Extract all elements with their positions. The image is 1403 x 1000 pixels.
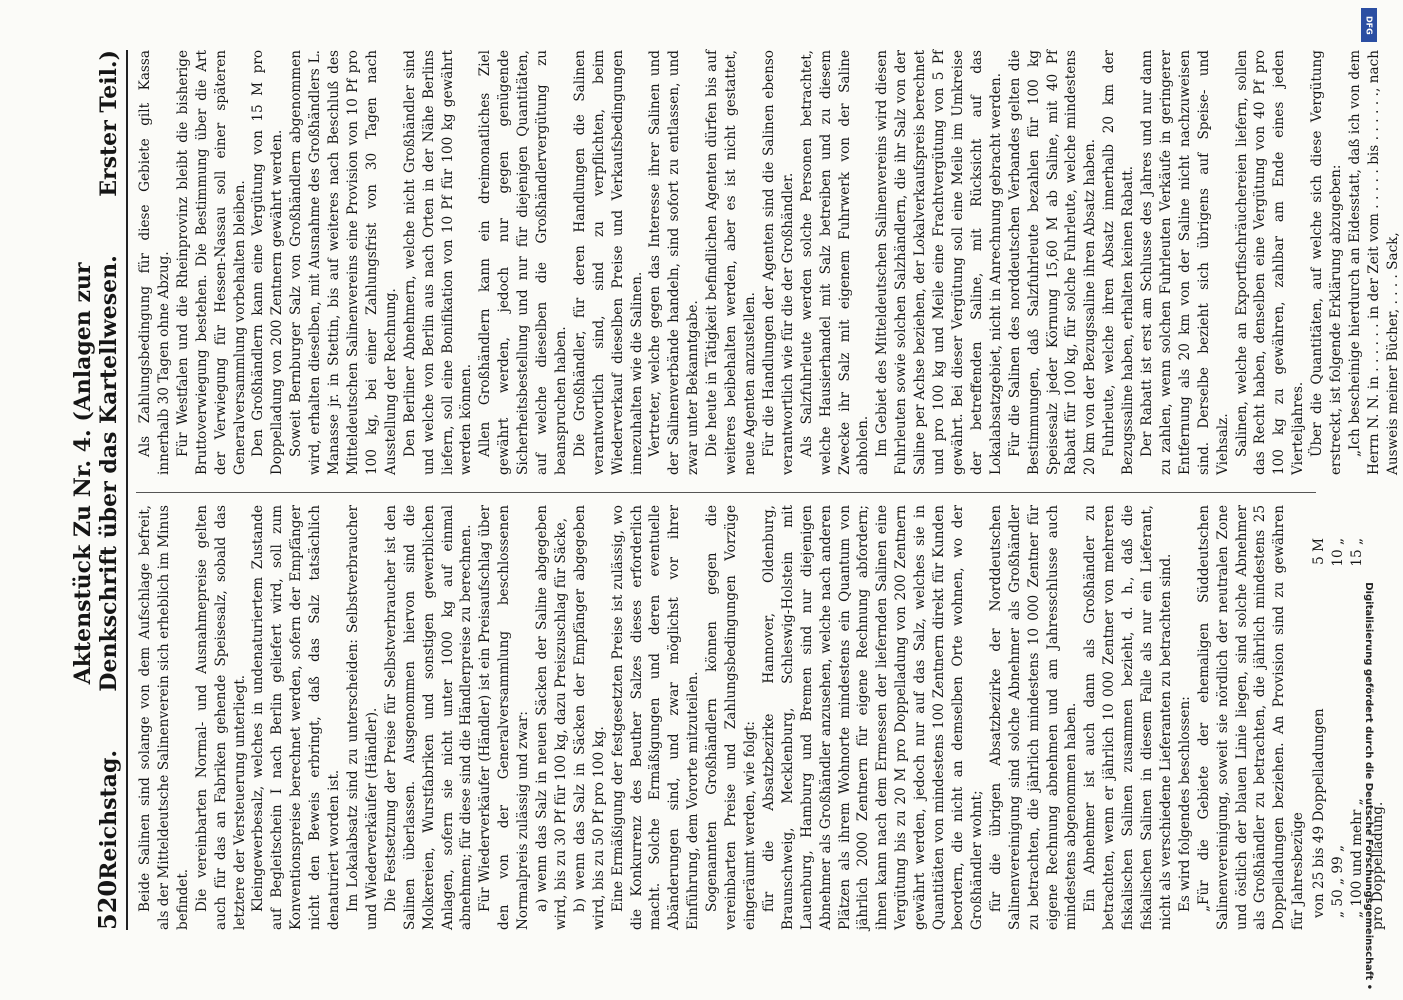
paragraph: Für Westfalen und die Rheinprovinz bleibt die bisherige Bruttoverwiegung bestehen. Die Bestimmung über die Art der Verwiegung für Hessen-Nassau soll einer späteren Generalversammlung vorbehalten bleiben. — [174, 50, 248, 475]
paragraph: b) wenn das Salz in Säcken der Empfänger abgegeben wird, bis zu 50 Pf pro 100 kg. — [571, 505, 607, 930]
paragraph: Im Lokalabsatz sind zu unterscheiden: Selbstverbraucher und Wiederverkäufer (Händler). — [344, 505, 380, 930]
paragraph: Ein Abnehmer ist auch dann als Großhändler zu betrachten, wenn er jährlich 10 000 Zentner von mehreren fiskalischen Salinen zusammen bezieht, d. h., daß die fiskalischen Salinen in diesem Falle als nur ein Lieferant, nicht als verschiedene Lieferanten zu betrachten sind. — [1082, 505, 1174, 930]
paragraph: Vertreter, welche gegen das Interesse ihrer Salinen und der Salinenverbände handeln, sind sofort zu entlassen, und zwar unter Bekanntgabe. — [647, 50, 702, 475]
paragraph: Die heute in Tätigkeit befindlichen Agenten dürfen bis auf weiteres beibehalten werden, aber es ist nicht gestattet, neue Agenten anzustellen. — [704, 50, 758, 475]
provision-amount: 5 M — [1311, 538, 1328, 565]
paragraph: Als Zahlungsbedingung für diese Gebiete gilt Kassa innerhalb 30 Tagen ohne Abzug. — [137, 50, 172, 475]
paragraph: Soweit Bernburger Salz von Großhändlern abgenommen wird, erhalten dieselben, mit Ausnahme des Großhändlers L. Manasse jr. in Stettin, bis auf weiteres nach Beschluß des Mitteldeutschen Salinenvereins eine Provision von 10 Pf pro 100 kg, bei einer Zahlungsfrist von 30 Tagen nach Ausstellung der Rechnung. — [288, 50, 399, 475]
page-number: 520 — [93, 879, 122, 930]
paragraph: für die übrigen Absatzbezirke der Norddeutschen Salinenvereinigung sind solche Abnehmer als Großhändler zu betrachten, die jährlich mindestens 10 000 Zentner für eigene Rechnung abnehmen und am Jahresschlusse auch mindestens abgenommen haben. — [987, 505, 1080, 930]
paragraph: „Ich bescheinige hierdurch an Eidesstatt, daß ich von dem Herrn N. N. in . . . . . . in der Zeit vom . . . . . bis . . . . . ., nach Ausweis meiner Bücher, . . . . Sack, — [1347, 50, 1401, 475]
provision-row — [1310, 538, 1329, 918]
paragraph: pro Doppelladung. — [1369, 801, 1386, 930]
header-left: Reichstag. — [96, 750, 122, 880]
paragraph: Salinen, welche an Exportfischräuchereien liefern, sollen das Recht haben, denselben eine Vergütung von 40 Pf pro 100 kg zu gewähren, zahlbar am Ende eines jeden Vierteljahres. — [1233, 50, 1307, 475]
paragraph: Die vereinbarten Normal- und Ausnahmepreise gelten auch für das an Fabriken gehende Speisesalz, sobald das letztere der Versteuerung unterliegt. — [193, 505, 248, 930]
provision-range: „ 100 und mehr „ — [1349, 798, 1365, 918]
header-right: Erster Teil.) — [96, 50, 122, 197]
paragraph: Der Rabatt ist erst am Schlusse des Jahres und nur dann zu zahlen, wenn solchen Fuhrleuten Verkäufe in geringerer Entfernung als 20 km von der Saline nicht nachzuweisen sind. Derselbe bezieht sich übrigens auf Speise- und Viehsalz. — [1139, 50, 1231, 475]
credit-text: Digitalisierung gefördert durch die Deutsche Forschungsgemeinschaft • — [1363, 582, 1374, 990]
paragraph: Allen Großhändlern kann ein dreimonatliches Ziel gewährt werden, jedoch nur gegen genügende Sicherheitsbestellung und nur für diejenigen Quantitäten, auf welche dieselben die Großhändlervergütung zu beanspruchen haben. — [477, 50, 569, 475]
dfg-logo: DFG — [1361, 8, 1377, 42]
paragraph: Im Gebiet des Mitteldeutschen Salinenvereins wird diesen Fuhrleuten sowie solchen Salzhändlern, die ihr Salz von der Saline per Achse beziehen, der Lokalverkaufspreis berechnet und pro 100 kg und Meile eine Frachtvergütung von 5 Pf gewährt. Bei dieser Vergütung soll eine Meile im Umkreise der betreffenden Saline, mit Rücksicht auf das Lokalabsatzgebiet, nicht in Anrechnung gebracht werden. — [874, 50, 1004, 475]
right-column — [136, 50, 1401, 475]
digitization-credit — [1357, 10, 1379, 990]
provision-range: von 25 bis 49 Doppelladungen — [1311, 708, 1328, 918]
paragraph: Die Großhändler, für deren Handlungen die Salinen verantwortlich sind, sind zu verpflichten, beim Wiederverkauf dieselben Preise und Verkaufsbedingungen innezuhalten wie die Salinen. — [571, 50, 645, 475]
paragraph: Es wird folgendes beschlossen: — [1176, 696, 1193, 912]
paragraph: „Für die Gebiete der ehemaligen Süddeutschen Salinenvereinigung, soweit sie nördlich der neutralen Zone und östlich der blauen Linie liegen, sind solche Abnehmer als Großhändler zu betrachten, die jährlich mindestens 25 Doppelladungen beziehen. An Provision sind zu gewähren für Jahresbezüge — [1195, 505, 1307, 930]
header-title: Aktenstück Zu Nr. 4. (Anlagen zur Denkschrift über das Kartellwesen. — [70, 255, 122, 692]
paragraph: Über die Quantitäten, auf welche sich diese Vergütung erstreckt, ist folgende Erklärung abzugeben: — [1309, 50, 1345, 475]
provision-amount: 10 „ — [1330, 538, 1347, 567]
provision-amount: 15 „ — [1349, 538, 1365, 567]
paragraph: Als Salzfuhrleute werden solche Personen betrachtet, welche Hausierhandel mit Salz betreiben und zu diesem Zwecke ihr Salz mit eigenem Fuhrwerk von der Saline abholen. — [798, 50, 872, 475]
paragraph: Eine Ermäßigung der festgesetzten Preise ist zulässig, wo die Konkurrenz des Beuther Salzes dieses erforderlich macht. Solche Ermäßigungen und deren eventuelle Abänderungen sind, und zwar möglichst vor ihrer Einführung, dem Vororte mitzuteilen. — [609, 505, 702, 930]
page-header — [70, 50, 128, 930]
paragraph: Den Berliner Abnehmern, welche nicht Großhändler sind und welche von Berlin aus nach Orten in der Nähe Berlins liefern, soll eine Bonifikation von 10 Pf für 100 kg gewährt werden können. — [401, 50, 475, 475]
paragraph: für die Absatzbezirke Hannover, Oldenburg, Braunschweig, Mecklenburg, Schleswig-Holstein mit Lauenburg, Hamburg und Bremen sind nur diejenigen Abnehmer als Großhändler anzusehen, welche nach anderen Plätzen als ihrem Wohnorte mindestens ein Quantum von jährlich 2000 Zentnern für eigene Rechnung abfordern; ihnen kann nach dem Ermessen der liefernden Salinen eine Vergütung bis zu 20 M pro Doppelladung von 200 Zentnern gewährt werden, jedoch nur auf das Salz, welches sie in Quantitäten von mindestens 100 Zentnern direkt für Kunden beordern, die nicht an demselben Orte wohnen, wo der Großhändler wohnt; — [760, 505, 985, 930]
provision-range: „ 50 „ 99 „ — [1330, 844, 1347, 918]
paragraph: Für Wiederverkäufer (Händler) ist ein Preisaufschlag über den von der Generalversammlung beschlossenen Normalpreis zulässig und zwar: — [477, 505, 532, 930]
paragraph: Die Festsetzung der Preise für Selbstverbraucher ist den Salinen überlassen. Ausgenommen hiervon sind die Molkereien, Wurstfabriken und sonstigen gewerblichen Anlagen, sofern sie nicht unter 1000 kg auf einmal abnehmen; für diese sind die Händlerpreise zu berechnen. — [382, 505, 475, 930]
provision-row — [1329, 538, 1348, 918]
paragraph: Fuhrleute, welche ihren Absatz innerhalb 20 km der Bezugssaline haben, erhalten keinen Rabatt. — [1101, 50, 1137, 475]
paragraph: a) wenn das Salz in neuen Säcken der Saline abgegeben wird, bis zu 30 Pf für 100 kg, dazu Preiszuschlag für Säcke, — [534, 505, 569, 930]
paragraph: Beide Salinen sind solange von dem Aufschlage befreit, als der Mitteldeutsche Salinenverein sich erheblich im Minus befindet. — [137, 505, 191, 930]
paragraph: Für die Salinen des norddeutschen Verbandes gelten die Bestimmungen, daß Salzfuhrleute bezahlen für 100 kg Speisesalz jeder Körnung 15,60 M ab Saline, mit 40 Pf Rabatt für 100 kg, für solche Fuhrleute, welche mindestens 20 km von der Bezugssaline ihren Absatz haben. — [1006, 50, 1099, 475]
paragraph: Kleingewerbesalz, welches in undenaturiertem Zustande auf Begleitschein I nach Berlin geliefert wird, soll zum Konventionspreise berechnet werden, sofern der Empfänger nicht den Beweis erbringt, daß das Salz tatsächlich denaturiert worden ist. — [250, 505, 343, 930]
paragraph: Für die Handlungen der Agenten sind die Salinen ebenso verantwortlich wie für die der Großhändler. — [760, 50, 796, 475]
paragraph: Den Großhändlern kann eine Vergütung von 15 M pro Doppelladung von 200 Zentnern gewährt werden. — [250, 50, 286, 475]
column-divider — [136, 492, 1316, 493]
paragraph: Sogenannten Großhändlern können gegen die vereinbarten Preise und Zahlungsbedingungen Vorzüge eingeräumt werden, wie folgt: — [704, 505, 758, 930]
